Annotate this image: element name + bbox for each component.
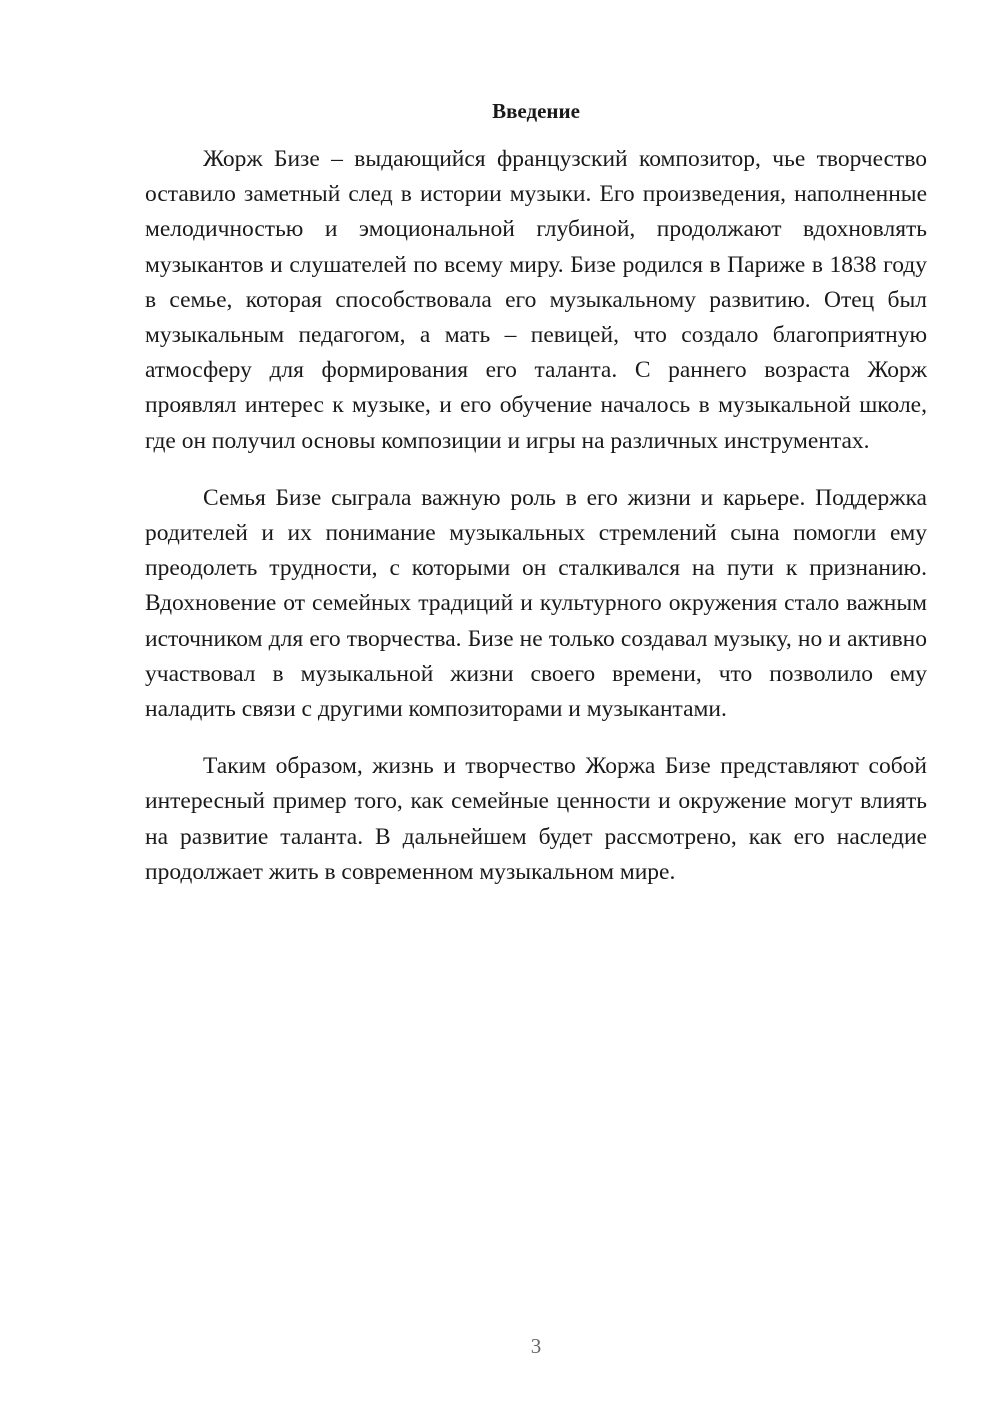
paragraph-conclusion: Таким образом, жизнь и творчество Жоржа Бизе представляют собой интересный пример того, как семейные ценности и окружение могут влиять на развитие таланта. В дальнейшем будет рассмотрено, как его наследие продолжает жить в современном музыкальном мире. [145,753,927,885]
body-text [145,142,927,912]
paragraph-intro: Жорж Бизе – выдающийся французский композитор, чье творчество оставило заметный след в истории музыки. Его произведения, наполненные мелодичностью и эмоциональной глубиной, продолжают вдохновлять музыкантов и слушателей по всему миру. Бизе родился в Париже в 1838 году в семье, которая способствовала его музыкальному развитию. Отец был музыкальным педагогом, а мать – певицей, что создало благоприятную атмосферу для формирования его таланта. С раннего возраста Жорж проявлял интерес к музыке, и его обучение началось в музыкальной школе, где он получил основы композиции и игры на различных инструментах. [145,146,927,454]
page-number: 3 [530,1334,542,1358]
paragraph-family: Семья Бизе сыграла важную роль в его жизни и карьере. Поддержка родителей и их понимание музыкальных стремлений сына помогли ему преодолеть трудности, с которыми он сталкивался на пути к признанию. Вдохновение от семейных традиций и культурного окружения стало важным источником для его творчества. Бизе не только создавал музыку, но и активно участвовал в музыкальной жизни своего времени, что позволило ему наладить связи с другими композиторами и музыкантами. [145,484,927,723]
section-heading: Введение [492,99,580,123]
